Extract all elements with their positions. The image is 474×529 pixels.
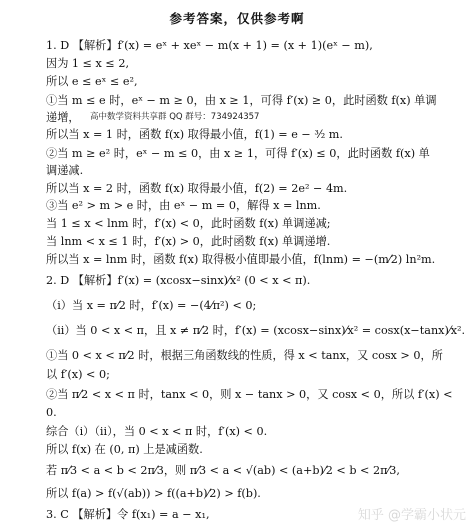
text-line: 所以 f(x) 在 (0, π) 上是减函数.: [46, 443, 203, 456]
text-line: 0.: [46, 406, 57, 419]
text-line: 所以 f(a) > f(√(ab)) > f((a+b)⁄2) > f(b).: [46, 487, 261, 500]
text-line: 3. C 【解析】令 f(x₁) = a − x₁,: [46, 508, 210, 521]
text-line: ②当 π⁄2 < x < π 时，tanx < 0，则 x − tanx > 0，又 cosx < 0，所以 f′(x) <: [46, 388, 453, 401]
text-line: 以 f′(x) < 0;: [46, 368, 110, 381]
qq-group-note: 高中数学资料共享群 QQ 群号：734924357: [90, 112, 260, 122]
text-line: 所以 e ≤ eˣ ≤ e²,: [46, 75, 138, 88]
text-line: 因为 1 ≤ x ≤ 2,: [46, 57, 130, 70]
text-line: 2. D 【解析】f′(x) = (xcosx−sinx)⁄x² (0 < x < π).: [46, 274, 311, 287]
text-line: ①当 m ≤ e 时，eˣ − m ≥ 0，由 x ≥ 1，可得 f′(x) ≥ 0，此时函数 f(x) 单调: [46, 94, 437, 107]
text-line: 当 lnm < x ≤ 1 时，f′(x) > 0，此时函数 f(x) 单调递增.: [46, 235, 331, 248]
text-line: ③当 e² > m > e 时，由 eˣ − m = 0，解得 x = lnm.: [46, 199, 321, 212]
text-line: 调递减.: [46, 164, 84, 177]
text-line: ①当 0 < x < π⁄2 时，根据三角函数线的性质，得 x < tanx，又 cosx > 0，所: [46, 349, 443, 362]
text-line: ②当 m ≥ e² 时，eˣ − m ≤ 0，由 x ≥ 1，可得 f′(x) ≤ 0，此时函数 f(x) 单: [46, 147, 430, 160]
page-title: 参考答案，仅供参考啊: [169, 11, 305, 26]
watermark-text: 知乎 @学霸小状元: [357, 508, 466, 523]
text-line: 1. D 【解析】f′(x) = eˣ + xeˣ − m(x + 1) = (x + 1)(eˣ − m),: [46, 39, 373, 52]
text-line: 所以当 x = 1 时，函数 f(x) 取得最小值，f(1) = e − ³⁄₂ m.: [46, 128, 343, 141]
text-line: （i）当 x = π⁄2 时，f′(x) = −(4⁄π²) < 0;: [46, 299, 257, 312]
text-line: 所以当 x = 2 时，函数 f(x) 取得最小值，f(2) = 2e² − 4m.: [46, 182, 348, 195]
text-line: 所以当 x = lnm 时，函数 f(x) 取得极小值即最小值，f(lnm) = −(m⁄2) ln²m.: [46, 253, 436, 266]
text-line: （ii）当 0 < x < π，且 x ≠ π⁄2 时，f′(x) = (xcosx−sinx)⁄x² = cosx(x−tanx)⁄x².: [46, 324, 466, 337]
text-line: 当 1 ≤ x < lnm 时，f′(x) < 0，此时函数 f(x) 单调递减;: [46, 217, 331, 230]
text-line: 综合（i）（ii），当 0 < x < π 时，f′(x) < 0.: [46, 425, 268, 438]
zhihu-watermark: [358, 504, 466, 523]
text-line: 若 π⁄3 < a < b < 2π⁄3，则 π⁄3 < a < √(ab) < (a+b)⁄2 < b < 2π⁄3,: [46, 464, 400, 477]
text-line: 递增，: [46, 111, 80, 124]
